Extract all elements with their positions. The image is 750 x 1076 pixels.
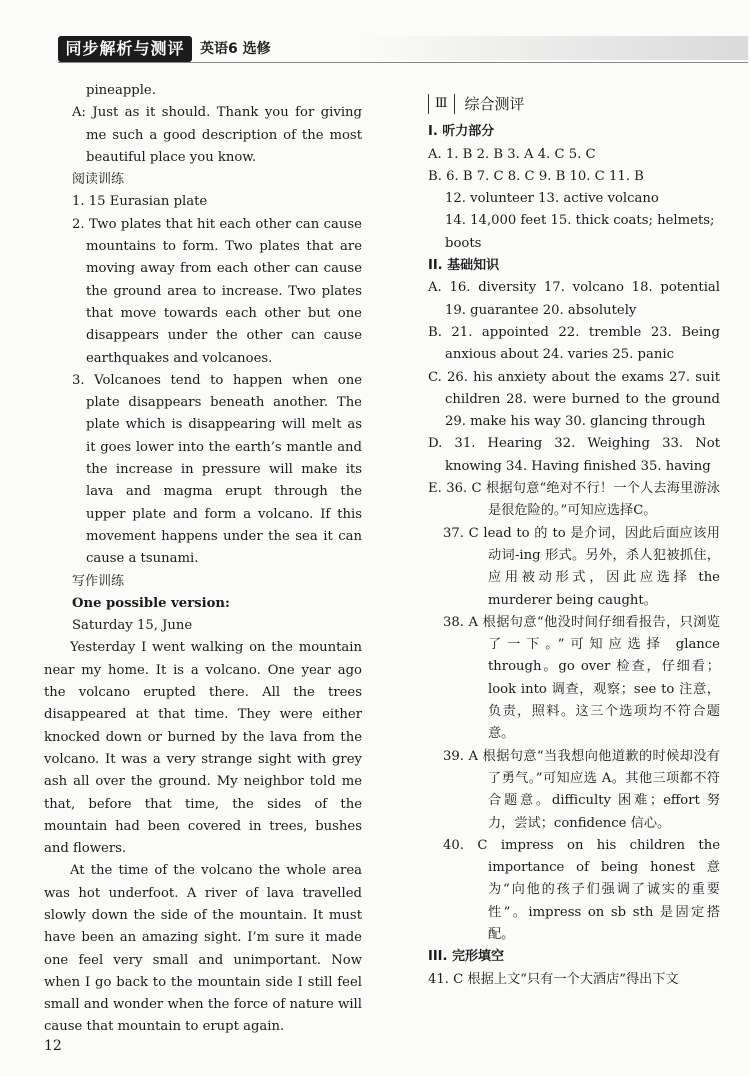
part2-b: B. 21. appointed 22. tremble 23. Being anxious about 24. varies 25. panic (428, 324, 720, 363)
part1-b: B. 6. B 7. C 8. C 9. B 10. C 11. B (428, 168, 644, 184)
reading-answer-1: 1. 15 Eurasian plate (72, 194, 208, 210)
subject-label: 英语6 选修 (200, 41, 271, 57)
part2-a: A. 16. diversity 17. volcano 18. potential 19. guarantee 20. absolutely (428, 280, 720, 318)
header-divider (58, 62, 748, 63)
reading-answer-2: 2. Two plates that hit each other can cause mountains to form. Two plates that are moving away from each other can cause the ground area to increase. Two plates that move towards each other but one disappears under the other can cause earthquakes and volcanoes. (72, 216, 362, 366)
answer-40: 40. C impress on his children the importance of being honest 意为“向他的孩子们强调了诚实的重要性”。impress on sb sth 是固定搭配。 (443, 837, 720, 942)
right-column (428, 93, 720, 991)
answer-36: E. 36. C 根据句意“绝对不行！一个人去海里游泳是很危险的。”可知应选择C。 (428, 481, 720, 519)
answer-37: 37. C lead to 的 to 是介词，因此后面应该用动词-ing 形式。另外，杀人犯被抓住，应用被动形式，因此应选择 the murderer being caught。 (443, 525, 720, 608)
left-column (44, 80, 362, 1039)
series-title: 同步解析与测评 (58, 36, 192, 62)
part3-title: III. 完形填空 (428, 949, 504, 965)
part2-d: D. 31. Hearing 32. Weighing 33. Not knowing 34. Having finished 35. having (428, 436, 720, 474)
part1-a: A. 1. B 2. B 3. A 4. C 5. C (428, 146, 596, 162)
answer-39: 39. A 根据句意“当我想向他道歉的时候却没有了勇气。”可知应选 A。其他三项都不符合题意。difficulty 困难；effort 努力，尝试；confidence 信心。 (443, 748, 720, 831)
answer-38: 38. A 根据句意“他没时间仔细看报告，只浏览了一下。”可知应选择 glance through。go over 检查，仔细看；look into 调查，观察；see to 注意，负责，照料。这三个选项均不符合题意。 (443, 614, 720, 742)
section-number: Ⅲ (428, 94, 455, 114)
version-label: One possible version: (72, 595, 230, 611)
writing-title: 写作训练 (72, 573, 125, 589)
dialog-a: A: Just as it should. Thank you for giving me such a good description of the most beautiful place you know. (72, 105, 362, 165)
essay-paragraph-2: At the time of the volcano the whole area was hot underfoot. A river of lava travelled slowly down the side of the mountain. It must have been an amazing sight. I’m sure it made one feel very small and unimportant. Now when I go back to the mountain side I still feel small and wonder when the force of nature will cause that mountain to erupt again. (44, 863, 362, 1035)
reading-title: 阅读训练 (72, 172, 125, 188)
answer-41: 41. C 根据上文“只有一个大酒店”得出下文 (428, 971, 679, 987)
section-title: 综合测评 (464, 95, 525, 113)
part2-title: II. 基础知识 (428, 258, 500, 274)
page-number: 12 (44, 1038, 62, 1054)
header-decoration (358, 36, 748, 60)
part2-c: C. 26. his anxiety about the exams 27. suit children 28. were burned to the ground 29. make his way 30. glancing through (428, 369, 720, 430)
essay-paragraph-1: Yesterday I went walking on the mountain near my home. It is a volcano. One year ago the volcano erupted there. All the trees disappeared at that time. They were either knocked down or burned by the lava from the volcano. It was a very strange sight with grey ash all over the ground. My neighbor told me that, before that time, the sides of the mountain had been covered in trees, bushes and flowers. (44, 640, 362, 857)
essay-date: Saturday 15, June (72, 618, 193, 634)
part1-title: I. 听力部分 (428, 124, 495, 140)
reading-answer-3: 3. Volcanoes tend to happen when one plate disappears beneath another. The plate which is disappearing will melt as it goes lower into the earth’s mantle and the increase in pressure will make its lava and magma erupt through the upper plate and form a volcano. If this movement happens under the sea it can cause a tsunami. (72, 372, 362, 567)
page-header (58, 36, 748, 62)
section-heading (428, 93, 720, 115)
part1-b3: 14. 14,000 feet 15. thick coats; helmets; boots (445, 213, 715, 251)
dialog-end: pineapple. (86, 83, 156, 98)
part1-b2: 12. volunteer 13. active volcano (445, 191, 659, 207)
